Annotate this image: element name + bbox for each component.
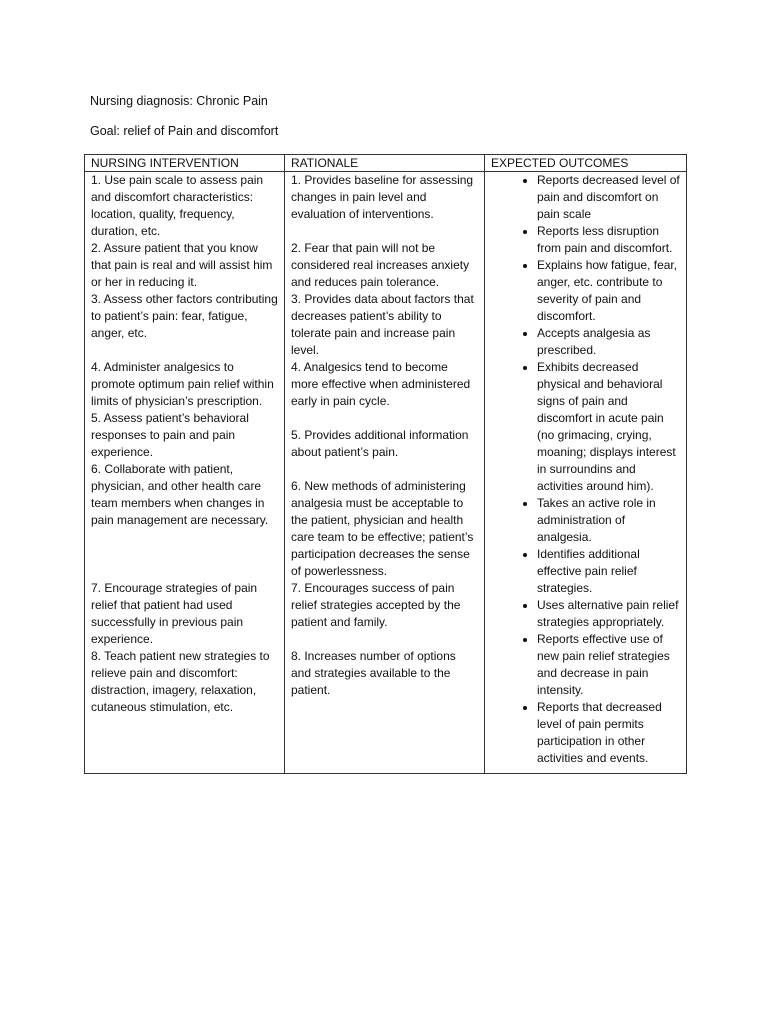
list-item: • Explains how fatigue, fear, anger, etc. contribute to severity of pain and discomfort.: [537, 257, 680, 325]
list-item: • Uses alternative pain relief strategies appropriately.: [537, 597, 680, 631]
rationale-item: 4. Analgesics tend to become more effective when administered early in pain cycle.: [291, 360, 471, 408]
intervention-item: 2. Assure patient that you know that pain is real and will assist him or her in reducing it.: [91, 241, 273, 289]
intervention-item: 7. Encourage strategies of pain relief that patient had used successfully in previous pain experience.: [91, 581, 258, 646]
list-item: • Identifies additional effective pain relief strategies.: [537, 546, 680, 597]
intervention-item: 8. Teach patient new strategies to relieve pain and discomfort: distraction, imagery, relaxation, cutaneous stimulation, etc.: [91, 649, 270, 714]
rationale-item: 6. New methods of administering analgesia must be acceptable to the patient, physician and health care team to be effective; patient’s participation decreases the sense of powerlessness.: [291, 479, 474, 578]
list-item: • Reports that decreased level of pain permits participation in other activities and events.: [537, 699, 680, 767]
rationale-item: 5. Provides additional information about patient’s pain.: [291, 428, 469, 459]
header-rationale: RATIONALE: [285, 155, 485, 172]
rationales-cell: [285, 172, 485, 774]
list-item: • Exhibits decreased physical and behavioral signs of pain and discomfort in acute pain (no grimacing, crying, moaning; displays interest in surroundins and activities around him).: [537, 359, 680, 495]
list-item: • Reports effective use of new pain relief strategies and decrease in pain intensity.: [537, 631, 680, 699]
interventions-cell: [85, 172, 285, 774]
table-header-row: [85, 155, 687, 172]
table-row: [85, 172, 687, 774]
care-goal: Goal: relief of Pain and discomfort: [90, 124, 279, 138]
outcomes-cell: [485, 172, 687, 774]
intervention-item: 1. Use pain scale to assess pain and discomfort characteristics: location, quality, frequency, duration, etc.: [91, 173, 264, 238]
outcomes-list: [491, 172, 680, 773]
intervention-item: 5. Assess patient’s behavioral responses to pain and pain experience.: [91, 411, 249, 459]
nursing-diagnosis: Nursing diagnosis: Chronic Pain: [90, 94, 268, 108]
header-expected-outcomes: EXPECTED OUTCOMES: [485, 155, 687, 172]
rationale-item: 3. Provides data about factors that decreases patient’s ability to tolerate pain and increase pain level.: [291, 292, 474, 357]
list-item: • Accepts analgesia as prescribed.: [537, 325, 680, 359]
rationale-item: 8. Increases number of options and strategies available to the patient.: [291, 649, 456, 697]
intervention-item: 4. Administer analgesics to promote optimum pain relief within limits of physician’s prescription.: [91, 360, 274, 408]
header-nursing-intervention: NURSING INTERVENTION: [85, 155, 285, 172]
list-item: • Reports less disruption from pain and discomfort.: [537, 223, 680, 257]
rationale-item: 1. Provides baseline for assessing changes in pain level and evaluation of interventions.: [291, 173, 474, 221]
rationale-item: 2. Fear that pain will not be considered real increases anxiety and reduces pain tolerance.: [291, 241, 470, 289]
intervention-item: 6. Collaborate with patient, physician, and other health care team members when changes in pain management are necessary.: [91, 462, 269, 527]
list-item: • Takes an active role in administration of analgesia.: [537, 495, 680, 546]
care-plan-table: [84, 154, 687, 774]
rationale-item: 7. Encourages success of pain relief strategies accepted by the patient and family.: [291, 581, 461, 629]
list-item: • Reports decreased level of pain and discomfort on pain scale: [537, 172, 680, 223]
intervention-item: 3. Assess other factors contributing to patient’s pain: fear, fatigue, anger, etc.: [91, 292, 278, 340]
